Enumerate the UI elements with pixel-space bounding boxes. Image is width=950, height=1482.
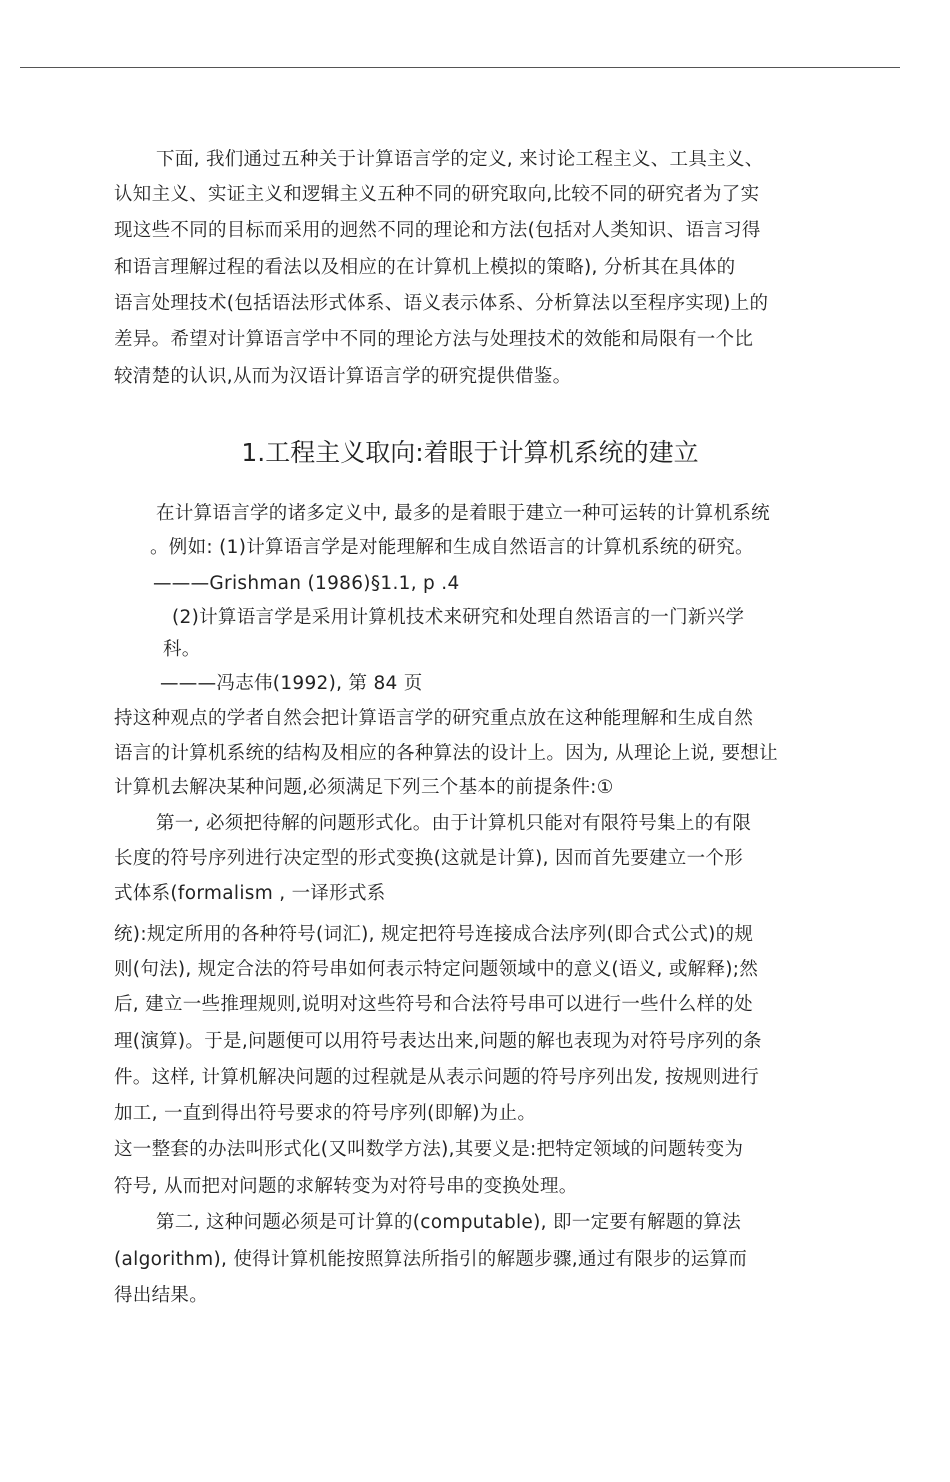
text-line: 加工, 一直到得出符号要求的符号序列(即解)为止。 — [114, 1103, 537, 1124]
text-line: ———Grishman (1986)§1.1, p .4 — [153, 573, 460, 594]
text-line: 较清楚的认识,从而为汉语计算语言学的研究提供借鉴。 — [114, 366, 572, 387]
header-rule — [20, 67, 900, 68]
text-line: ———冯志伟(1992), 第 84 页 — [160, 673, 423, 694]
text-line: 式体系(formalism , 一译形式系 — [114, 883, 386, 904]
text-line: 符号, 从而把对问题的求解转变为对符号串的变换处理。 — [114, 1176, 578, 1197]
text-line: 在计算语言学的诸多定义中, 最多的是着眼于建立一种可运转的计算机系统 — [156, 503, 770, 524]
text-line: 第二, 这种问题必须是可计算的(computable), 即一定要有解题的算法 — [156, 1212, 741, 1233]
text-line: 得出结果。 — [114, 1285, 209, 1306]
text-line: 差异。希望对计算语言学中不同的理论方法与处理技术的效能和局限有一个比 — [114, 329, 754, 350]
text-line: (2)计算语言学是采用计算机技术来研究和处理自然语言的一门新兴学 — [172, 607, 745, 628]
text-line: 长度的符号序列进行决定型的形式变换(这就是计算), 因而首先要建立一个形 — [114, 848, 743, 869]
text-line: 这一整套的办法叫形式化(又叫数学方法),其要义是:把特定领域的问题转变为 — [114, 1139, 744, 1160]
section-heading: 1.工程主义取向:着眼于计算机系统的建立 — [241, 438, 699, 467]
text-line: 后, 建立一些推理规则,说明对这些符号和合法符号串可以进行一些什么样的处 — [114, 994, 753, 1015]
text-line: 认知主义、实证主义和逻辑主义五种不同的研究取向,比较不同的研究者为了实 — [114, 184, 760, 205]
text-line: 语言处理技术(包括语法形式体系、语义表示体系、分析算法以至程序实现)上的 — [114, 293, 769, 314]
text-line: 持这种观点的学者自然会把计算语言学的研究重点放在这种能理解和生成自然 — [114, 708, 754, 729]
text-line: 件。这样, 计算机解决问题的过程就是从表示问题的符号序列出发, 按规则进行 — [114, 1067, 760, 1088]
text-line: 和语言理解过程的看法以及相应的在计算机上模拟的策略), 分析其在具体的 — [114, 257, 736, 278]
text-line: 。例如: (1)计算语言学是对能理解和生成自然语言的计算机系统的研究。 — [150, 537, 754, 558]
text-line: 统):规定所用的各种符号(词汇), 规定把符号连接成合法序列(即合式公式)的规 — [114, 924, 754, 945]
text-line: 下面, 我们通过五种关于计算语言学的定义, 来讨论工程主义、工具主义、 — [156, 149, 764, 170]
text-line: 理(演算)。于是,问题便可以用符号表达出来,问题的解也表现为对符号序列的条 — [114, 1031, 762, 1052]
text-line: 语言的计算机系统的结构及相应的各种算法的设计上。因为, 从理论上说, 要想让 — [114, 743, 778, 764]
text-line: (algorithm), 使得计算机能按照算法所指引的解题步骤,通过有限步的运算而 — [114, 1249, 748, 1270]
text-line: 第一, 必须把待解的问题形式化。由于计算机只能对有限符号集上的有限 — [156, 813, 752, 834]
text-line: 现这些不同的目标而采用的迥然不同的理论和方法(包括对人类知识、语言习得 — [114, 220, 761, 241]
text-line: 科。 — [163, 639, 201, 660]
text-line: 计算机去解决某种问题,必须满足下列三个基本的前提条件:① — [114, 777, 614, 798]
text-line: 则(句法), 规定合法的符号串如何表示特定问题领域中的意义(语义, 或解释);然 — [114, 959, 759, 980]
